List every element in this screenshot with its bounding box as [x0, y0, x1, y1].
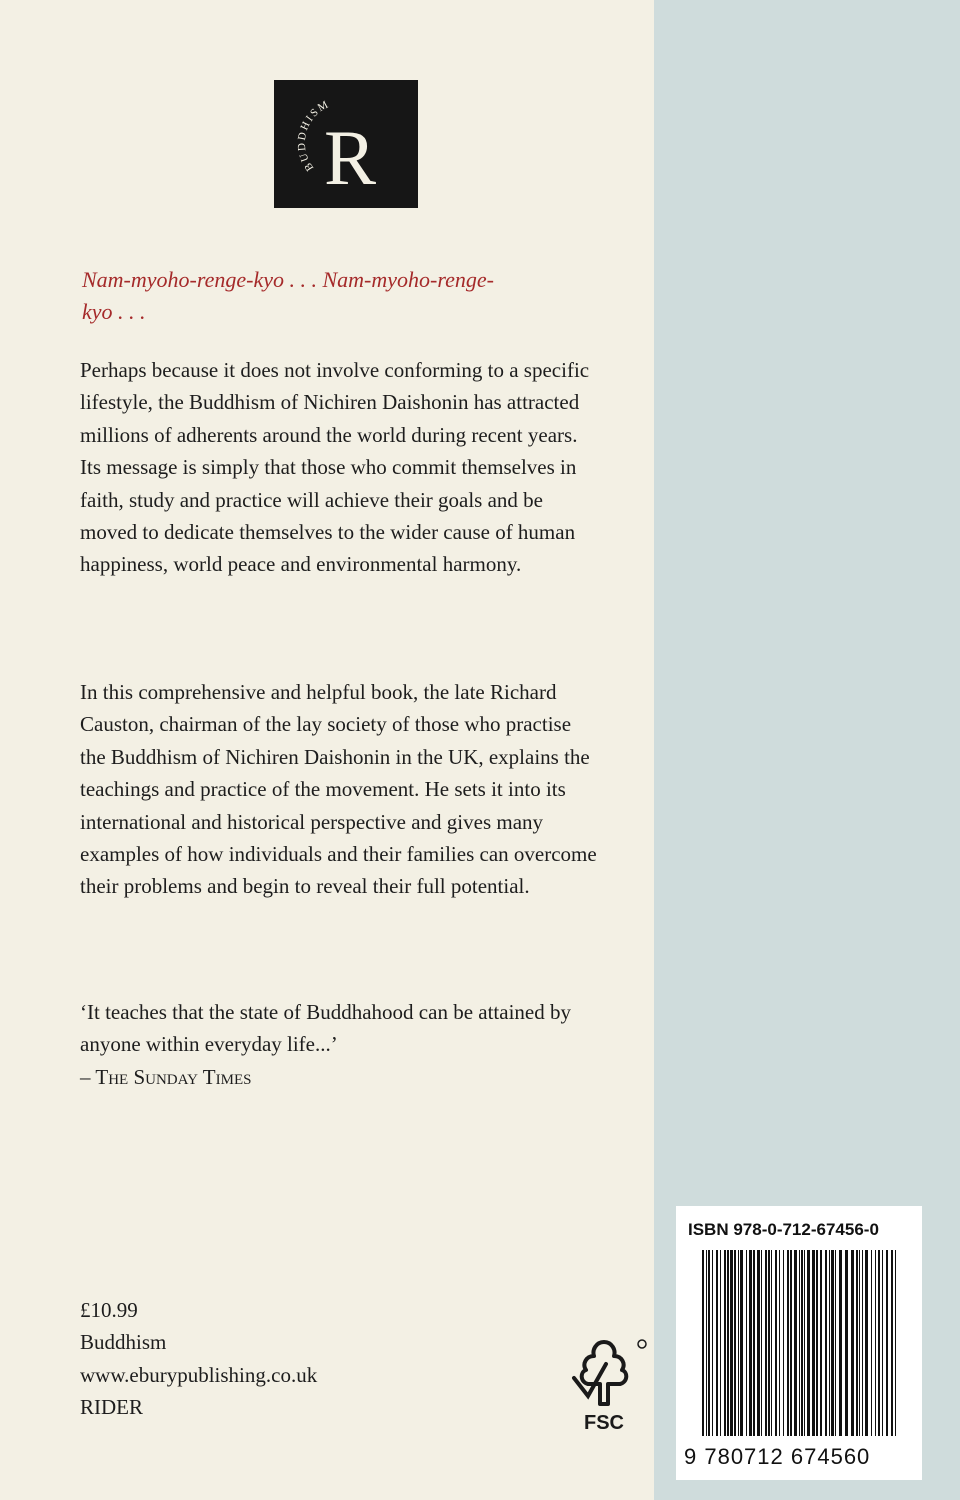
- quote-text: ‘It teaches that the state of Buddhahood can be attained by anyone within everyday life...’: [80, 1000, 571, 1057]
- imprint: RIDER: [80, 1395, 143, 1420]
- fsc-logo: [566, 1334, 650, 1434]
- fsc-tree-icon: [566, 1334, 650, 1414]
- barcode-bar: [768, 1250, 770, 1436]
- barcode-bar: [787, 1250, 789, 1436]
- barcode-bar: [812, 1250, 815, 1436]
- barcode-bar: [716, 1250, 718, 1436]
- barcode-bar: [712, 1250, 713, 1436]
- barcode-bar: [734, 1250, 736, 1436]
- blurb-paragraph-2: In this comprehensive and helpful book, the late Richard Causton, chairman of the lay society of those who practise the Buddhism of Nichiren Daishonin in the UK, explains the teachings and practice of the movement. He sets it into its international and historical perspective and gives many examples of how individuals and their families can overcome their problems and begin to reveal their full potential.: [80, 680, 597, 899]
- isbn-text: ISBN 978-0-712-67456-0: [688, 1220, 879, 1239]
- barcode-bar: [875, 1250, 876, 1436]
- barcode-bar: [829, 1250, 830, 1436]
- barcode-bar: [761, 1250, 762, 1436]
- barcode-bar: [702, 1250, 704, 1436]
- barcode-bar: [779, 1250, 780, 1436]
- barcode-bar: [886, 1250, 888, 1436]
- barcode-bar: [895, 1250, 896, 1436]
- barcode-bar: [862, 1250, 863, 1436]
- logo-letter: R: [323, 114, 377, 201]
- barcode-bar: [878, 1250, 880, 1436]
- barcode-bar: [882, 1250, 883, 1436]
- fsc-label: FSC: [584, 1412, 624, 1434]
- barcode-bar: [859, 1250, 860, 1436]
- barcode-bar: [839, 1250, 842, 1436]
- barcode-bar: [746, 1250, 747, 1436]
- barcode-bar: [891, 1250, 893, 1436]
- barcode-bar: [871, 1250, 872, 1436]
- barcode-bar: [831, 1250, 834, 1436]
- barcode-bar: [816, 1250, 818, 1436]
- barcode-bar: [706, 1250, 707, 1436]
- barcode-bar: [730, 1250, 733, 1436]
- barcode-bar: [753, 1250, 755, 1436]
- website: www.eburypublishing.co.uk: [80, 1362, 318, 1387]
- barcode-bar: [851, 1250, 854, 1436]
- barcode-label: [676, 1206, 922, 1480]
- logo-graphic: [274, 80, 418, 208]
- barcode-bar: [724, 1250, 726, 1436]
- barcode-bar: [783, 1250, 784, 1436]
- quote-source: – The Sunday Times: [80, 1064, 252, 1089]
- book-info: [80, 1294, 440, 1424]
- barcode-bar: [771, 1250, 772, 1436]
- review-quote: [80, 996, 600, 1093]
- barcode-bar: [765, 1250, 767, 1436]
- tagline: Nam-myoho-renge-kyo . . . Nam-myoho-renge-kyo . . .: [82, 267, 494, 324]
- barcode-bar: [740, 1250, 743, 1436]
- barcode-number: 9 780712 674560: [684, 1444, 871, 1469]
- barcode-bar: [794, 1250, 797, 1436]
- barcode-bar: [738, 1250, 739, 1436]
- price: £10.99: [80, 1298, 138, 1322]
- barcode-bar: [825, 1250, 827, 1436]
- barcode-bar: [820, 1250, 822, 1436]
- barcode-bar: [835, 1250, 836, 1436]
- barcode-bar: [856, 1250, 858, 1436]
- barcode-bars: [702, 1250, 900, 1442]
- barcode-bar: [845, 1250, 848, 1436]
- barcode-bar: [807, 1250, 810, 1436]
- barcode-bar: [865, 1250, 868, 1436]
- barcode-bar: [801, 1250, 803, 1436]
- barcode-bar: [790, 1250, 792, 1436]
- barcode-bar: [749, 1250, 752, 1436]
- barcode-bar: [804, 1250, 805, 1436]
- logo-arc-text: BUDDHISM: [295, 98, 332, 174]
- barcode-bar: [727, 1250, 729, 1436]
- barcode-bar: [757, 1250, 760, 1436]
- publisher-logo: [274, 80, 418, 208]
- barcode-bar: [720, 1250, 721, 1436]
- barcode-bar: [775, 1250, 777, 1436]
- barcode-bar: [708, 1250, 710, 1436]
- barcode-bar: [799, 1250, 800, 1436]
- category: Buddhism: [80, 1330, 167, 1355]
- blurb-paragraph-1: Perhaps because it does not involve conforming to a specific lifestyle, the Buddhism of Nichiren Daishonin has attracted millions of adherents around the world during recent years. Its message is simply that those who commit themselves in faith, study and practice will achieve their goals and be moved to dedicate themselves to the wider cause of human happiness, world peace and environmental harmony.: [80, 358, 590, 577]
